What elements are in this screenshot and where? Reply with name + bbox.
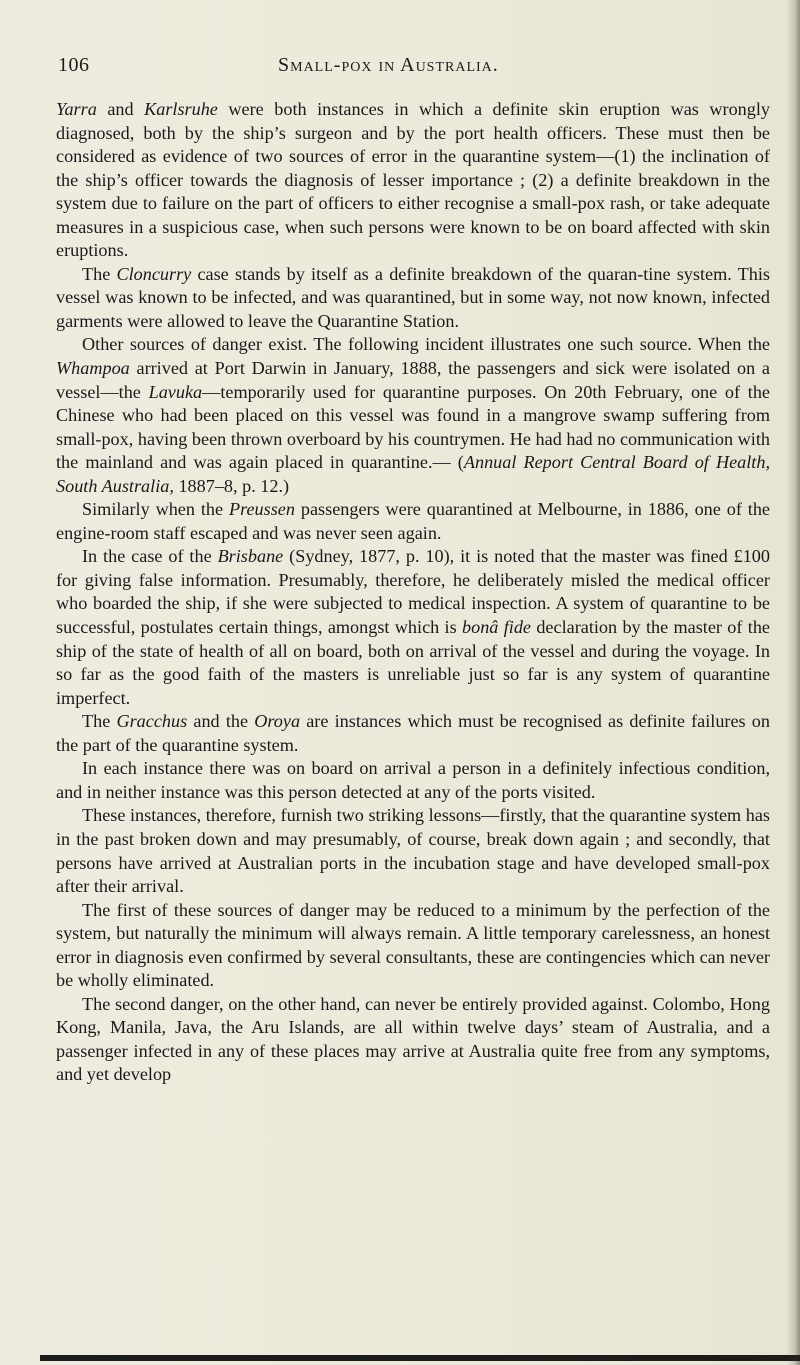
text-run: —temporarily used for quarantine purposes. On 20th February, one of the Chinese who had been placed on this vessel was found in a mangrove swamp suffering from small-pox, having been thrown overboard by his countrymen. He had had no communication with the mainland and was again placed in quarantine.— ( bbox=[56, 381, 770, 473]
italic-text: Preussen bbox=[228, 499, 295, 520]
text-run: are instances which must be recognised as definite failures on the part of the quarantine system. bbox=[56, 711, 770, 755]
text-run: arrived at Port Darwin in January, 1888, the passengers and sick were isolated on a vessel—the bbox=[56, 358, 770, 402]
text-run: These instances, therefore, furnish two striking lessons—firstly, that the quarantine system has in the past broken down and may presumably, of course, break down again ; and secondly, that persons have arrived at Australian ports in the incubation stage and have developed small-pox after their arrival. bbox=[56, 805, 770, 897]
text-run: passengers were quarantined at Melbourne, in 1886, one of the engine-room staff escaped and was never seen again. bbox=[56, 499, 770, 543]
italic-text: Karlsruhe bbox=[144, 99, 218, 119]
italic-text: Whampoa bbox=[56, 358, 130, 379]
italic-text: Brisbane bbox=[217, 546, 284, 567]
italic-text: bonâ fide bbox=[462, 617, 531, 638]
text-run: and bbox=[96, 99, 145, 119]
text-run: The first of these sources of danger may be reduced to a minimum by the perfection of the system, but naturally the minimum will always remain. A little temporary carelessness, an honest error in diagnosis even confirmed by several consultants, these are contingencies which can never be wholly eliminated. bbox=[56, 899, 770, 991]
text-run: and the bbox=[187, 711, 255, 732]
paragraph bbox=[56, 757, 770, 804]
text-run: In each instance there was on board on arrival a person in a definitely infectious condition, and in neither instance was this person detected at any of the ports visited. bbox=[56, 758, 770, 802]
paragraph bbox=[56, 498, 770, 545]
italic-text: Cloncurry bbox=[116, 263, 192, 284]
text-run: The second danger, on the other hand, can never be entirely provided against. Colombo, Hong Kong, Manila, Java, the Aru Islands, are all within twelve days’ steam of Australia, and a passenger infected in any of these places may arrive at Australia quite free from any symptoms, and yet develop bbox=[56, 993, 770, 1085]
text-run: were both instances in which a definite skin eruption was wrongly diagnosed, both by the ship’s surgeon and by the port health officers. These must then be considered as evidence of two sources of error in the quarantine system—(1) the inclination of the ship’s officer towards the diagnosis of lesser importance ; (2) a definite breakdown in the system due to failure on the part of officers to either recognise a small-pox rash, or take adequate measures in a suspicious case, when such persons were known to be on board affected with skin eruptions. bbox=[56, 99, 770, 261]
body-text bbox=[56, 98, 770, 1087]
paragraph bbox=[56, 333, 770, 498]
text-run: (Sydney, 1877, p. 10), it is noted that the master was fined £100 for giving false information. Presumably, therefore, he deliberately misled the medical officer who boarded the ship, if she were subjected to medical inspection. A system of quarantine to be successful, postulates certain things, amongst which is bbox=[56, 546, 770, 638]
bottom-edge-rule bbox=[40, 1355, 800, 1361]
text-run: Other sources of danger exist. The following incident illustrates one such source. When the bbox=[82, 334, 770, 355]
text-run: declaration by the master of the ship of the state of health of all on board, both on arrival of the vessel and during the voyage. In so far as the good faith of the masters is unreliable just so far is any system of quarantine imperfect. bbox=[56, 617, 770, 708]
paragraph bbox=[56, 710, 770, 757]
running-head bbox=[0, 54, 800, 84]
text-run: The bbox=[82, 711, 117, 732]
paragraph bbox=[56, 545, 770, 710]
text-run: 1887–8, p. 12.) bbox=[173, 475, 290, 496]
paragraph bbox=[56, 804, 770, 898]
italic-text: Oroya bbox=[254, 711, 301, 732]
paragraph bbox=[56, 263, 770, 334]
italic-text: Gracchus bbox=[116, 711, 188, 732]
paragraph bbox=[56, 98, 770, 263]
italic-text: Yarra bbox=[56, 99, 97, 119]
italic-text: Annual Report Central Board of Health, South Australia, bbox=[56, 452, 771, 496]
paragraph bbox=[56, 899, 770, 993]
text-run: case stands by itself as a definite breakdown of the quaran-tine system. This vessel was known to be infected, and was quarantined, but in some way, not now known, infected garments were allowed to leave the Quarantine Station. bbox=[56, 263, 770, 331]
page-edge-shadow bbox=[786, 0, 800, 1365]
paragraph bbox=[56, 993, 770, 1087]
text-run: In the case of the bbox=[82, 546, 218, 567]
running-title: Small-pox in Australia. bbox=[278, 54, 499, 76]
text-run: Similarly when the bbox=[82, 499, 229, 520]
text-run: The bbox=[82, 263, 117, 284]
page-number: 106 bbox=[58, 54, 90, 76]
italic-text: Lavuka bbox=[148, 381, 203, 402]
